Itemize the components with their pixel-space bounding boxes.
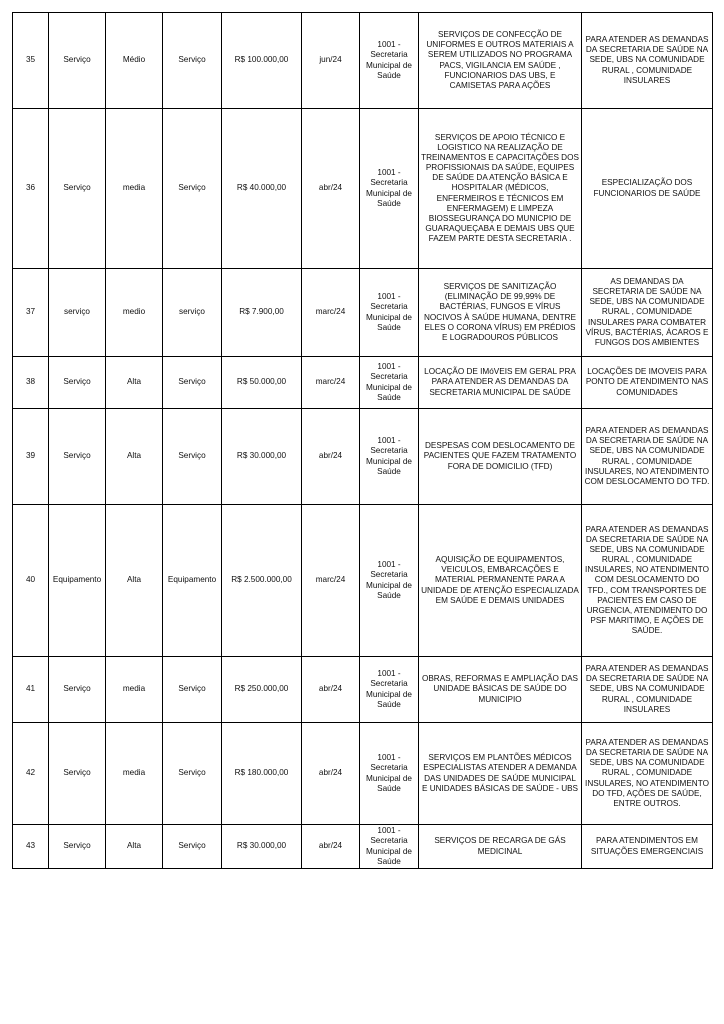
item-description: SERVIÇOS DE APOIO TÉCNICO E LOGISTICO NA REALIZAÇÃO DE TREINAMENTOS E CAPACITAÇÕES DOS PROFISSIONAIS DA SAÚDE, EQUIPES DE SAÚDE DA ATENÇÃO BÁSICA E HOSPITALAR (MÉDICOS, ENFERMEIROS E TÉCNICOS EM ENFERMAGEM) E LIMPEZA BIOSSEGURANÇA DO MUNICPIO DE GUARAQUEÇABA E DEMAIS UBS QUE FAZEM PARTE DESTA SECRETARIA . (419, 109, 582, 269)
item-type: serviço (49, 269, 106, 357)
item-value: R$ 100.000,00 (222, 13, 302, 109)
item-description: SERVIÇOS DE RECARGA DE GÁS MEDICINAL (419, 825, 582, 869)
item-value: R$ 30.000,00 (222, 409, 302, 505)
item-unit: 1001 - Secretaria Municipal de Saúde (360, 357, 419, 409)
table-row (13, 409, 713, 505)
table-row (13, 723, 713, 825)
item-number: 37 (13, 269, 49, 357)
item-value: R$ 50.000,00 (222, 357, 302, 409)
table-row (13, 109, 713, 269)
item-description: SERVIÇOS EM PLANTÕES MÉDICOS ESPECIALISTAS ATENDER A DEMANDA DAS UNIDADES DE SAÚDE MUNICIPAL E UNIDADES BÁSICAS DE SAÚDE - UBS (419, 723, 582, 825)
item-value: R$ 7.900,00 (222, 269, 302, 357)
item-unit: 1001 - Secretaria Municipal de Saúde (360, 505, 419, 657)
item-priority: medio (106, 269, 163, 357)
item-number: 43 (13, 825, 49, 869)
item-date: abr/24 (302, 657, 360, 723)
item-priority: Alta (106, 825, 163, 869)
item-type: Serviço (49, 825, 106, 869)
item-date: marc/24 (302, 357, 360, 409)
item-number: 41 (13, 657, 49, 723)
item-number: 36 (13, 109, 49, 269)
item-number: 35 (13, 13, 49, 109)
item-date: abr/24 (302, 825, 360, 869)
item-type: Serviço (49, 409, 106, 505)
item-description: AQUISIÇÃO DE EQUIPAMENTOS, VEICULOS, EMBARCAÇÕES E MATERIAL PERMANENTE PARA A UNIDADE DE ATENÇÃO ESPECIALIZADA EM SAÚDE E DEMAIS UNIDADES (419, 505, 582, 657)
table-row (13, 269, 713, 357)
item-priority: media (106, 109, 163, 269)
item-type: Serviço (49, 109, 106, 269)
item-description: LOCAÇÃO DE IMóVEIS EM GERAL PRA PARA ATENDER AS DEMANDAS DA SECRETARIA MUNICIPAL DE SAÚDE (419, 357, 582, 409)
item-date: abr/24 (302, 109, 360, 269)
item-priority: Alta (106, 409, 163, 505)
item-description: SERVIÇOS DE CONFECÇÃO DE UNIFORMES E OUTROS MATERIAIS A SEREM UTILIZADOS NO PROGRAMA PACS, VIGILANCIA EM SAÚDE , FUNCIONARIOS DAS UBS, E CAMISETAS PARA AÇÕES (419, 13, 582, 109)
item-value: R$ 250.000,00 (222, 657, 302, 723)
item-priority: Alta (106, 357, 163, 409)
item-unit: 1001 - Secretaria Municipal de Saúde (360, 723, 419, 825)
item-description: OBRAS, REFORMAS E AMPLIAÇÃO DAS UNIDADE BÁSICAS DE SAÚDE DO MUNICIPIO (419, 657, 582, 723)
item-category: Serviço (163, 409, 222, 505)
item-number: 39 (13, 409, 49, 505)
item-justification: ESPECIALIZAÇÃO DOS FUNCIONARIOS DE SAÚDE (582, 109, 713, 269)
item-date: jun/24 (302, 13, 360, 109)
item-priority: Médio (106, 13, 163, 109)
item-type: Serviço (49, 357, 106, 409)
item-category: Serviço (163, 357, 222, 409)
item-unit: 1001 - Secretaria Municipal de Saúde (360, 109, 419, 269)
table-row (13, 505, 713, 657)
item-justification: AS DEMANDAS DA SECRETARIA DE SAÚDE NA SEDE, UBS NA COMUNIDADE RURAL , COMUNIDADE INSULARES PARA COMBATER VÍRUS, BACTÉRIAS, ÁCAROS E FUNGOS DOS AMBIENTES (582, 269, 713, 357)
item-unit: 1001 - Secretaria Municipal de Saúde (360, 409, 419, 505)
item-type: Equipamento (49, 505, 106, 657)
item-number: 42 (13, 723, 49, 825)
item-category: Serviço (163, 109, 222, 269)
item-number: 40 (13, 505, 49, 657)
item-value: R$ 40.000,00 (222, 109, 302, 269)
item-date: marc/24 (302, 505, 360, 657)
item-date: abr/24 (302, 723, 360, 825)
table-row (13, 825, 713, 869)
item-priority: Alta (106, 505, 163, 657)
item-justification: PARA ATENDER AS DEMANDAS DA SECRETARIA DE SAÚDE NA SEDE, UBS NA COMUNIDADE RURAL , COMUNIDADE INSULARES, NO ATENDIMENTO COM DESLOCAMENTO DO TFD., COM TRANSPORTES DE PACIENTES EM CASO DE URGENCIA, ATENDIMENTO DO PSF MARITIMO, E AÇÕES DE SAÚDE. (582, 505, 713, 657)
table-row (13, 657, 713, 723)
item-priority: media (106, 657, 163, 723)
item-justification: PARA ATENDER AS DEMANDAS DA SECRETARIA DE SAÚDE NA SEDE, UBS NA COMUNIDADE RURAL , COMUNIDADE INSULARES, NO ATENDIMENTO DO TFD, AÇÕES DE SAÚDE, ENTRE OUTROS. (582, 723, 713, 825)
procurement-plan-table (12, 12, 713, 869)
item-category: Serviço (163, 825, 222, 869)
item-value: R$ 180.000,00 (222, 723, 302, 825)
item-unit: 1001 - Secretaria Municipal de Saúde (360, 269, 419, 357)
item-description: DESPESAS COM DESLOCAMENTO DE PACIENTES QUE FAZEM TRATAMENTO FORA DE DOMICILIO (TFD) (419, 409, 582, 505)
item-justification: LOCAÇÕES DE IMOVEIS PARA PONTO DE ATENDIMENTO NAS COMUNIDADES (582, 357, 713, 409)
item-date: abr/24 (302, 409, 360, 505)
item-justification: PARA ATENDIMENTOS EM SITUAÇÕES EMERGENCIAIS (582, 825, 713, 869)
item-date: marc/24 (302, 269, 360, 357)
item-priority: media (106, 723, 163, 825)
item-category: Serviço (163, 13, 222, 109)
item-unit: 1001 - Secretaria Municipal de Saúde (360, 825, 419, 869)
item-justification: PARA ATENDER AS DEMANDAS DA SECRETARIA DE SAÚDE NA SEDE, UBS NA COMUNIDADE RURAL , COMUNIDADE INSULARES (582, 657, 713, 723)
item-category: Equipamento (163, 505, 222, 657)
item-number: 38 (13, 357, 49, 409)
table-row (13, 13, 713, 109)
item-justification: PARA ATENDER AS DEMANDAS DA SECRETARIA DE SAÚDE NA SEDE, UBS NA COMUNIDADE RURAL , COMUNIDADE INSULARES, NO ATENDIMENTO COM DESLOCAMENTO DO TFD. (582, 409, 713, 505)
item-type: Serviço (49, 657, 106, 723)
item-category: serviço (163, 269, 222, 357)
item-category: Serviço (163, 657, 222, 723)
item-type: Serviço (49, 13, 106, 109)
item-unit: 1001 - Secretaria Municipal de Saúde (360, 657, 419, 723)
item-justification: PARA ATENDER AS DEMANDAS DA SECRETARIA DE SAÚDE NA SEDE, UBS NA COMUNIDADE RURAL , COMUNIDADE INSULARES (582, 13, 713, 109)
item-value: R$ 2.500.000,00 (222, 505, 302, 657)
item-description: SERVIÇOS DE SANITIZAÇÃO (ELIMINAÇÃO DE 99,99% DE BACTÉRIAS, FUNGOS E VÍRUS NOCIVOS À SAÚDE HUMANA, DENTRE ELES O CORONA VÍRUS) EM PRÉDIOS E LOGRADOUROS PÚBLICOS (419, 269, 582, 357)
item-value: R$ 30.000,00 (222, 825, 302, 869)
item-category: Serviço (163, 723, 222, 825)
item-unit: 1001 - Secretaria Municipal de Saúde (360, 13, 419, 109)
item-type: Serviço (49, 723, 106, 825)
table-row (13, 357, 713, 409)
